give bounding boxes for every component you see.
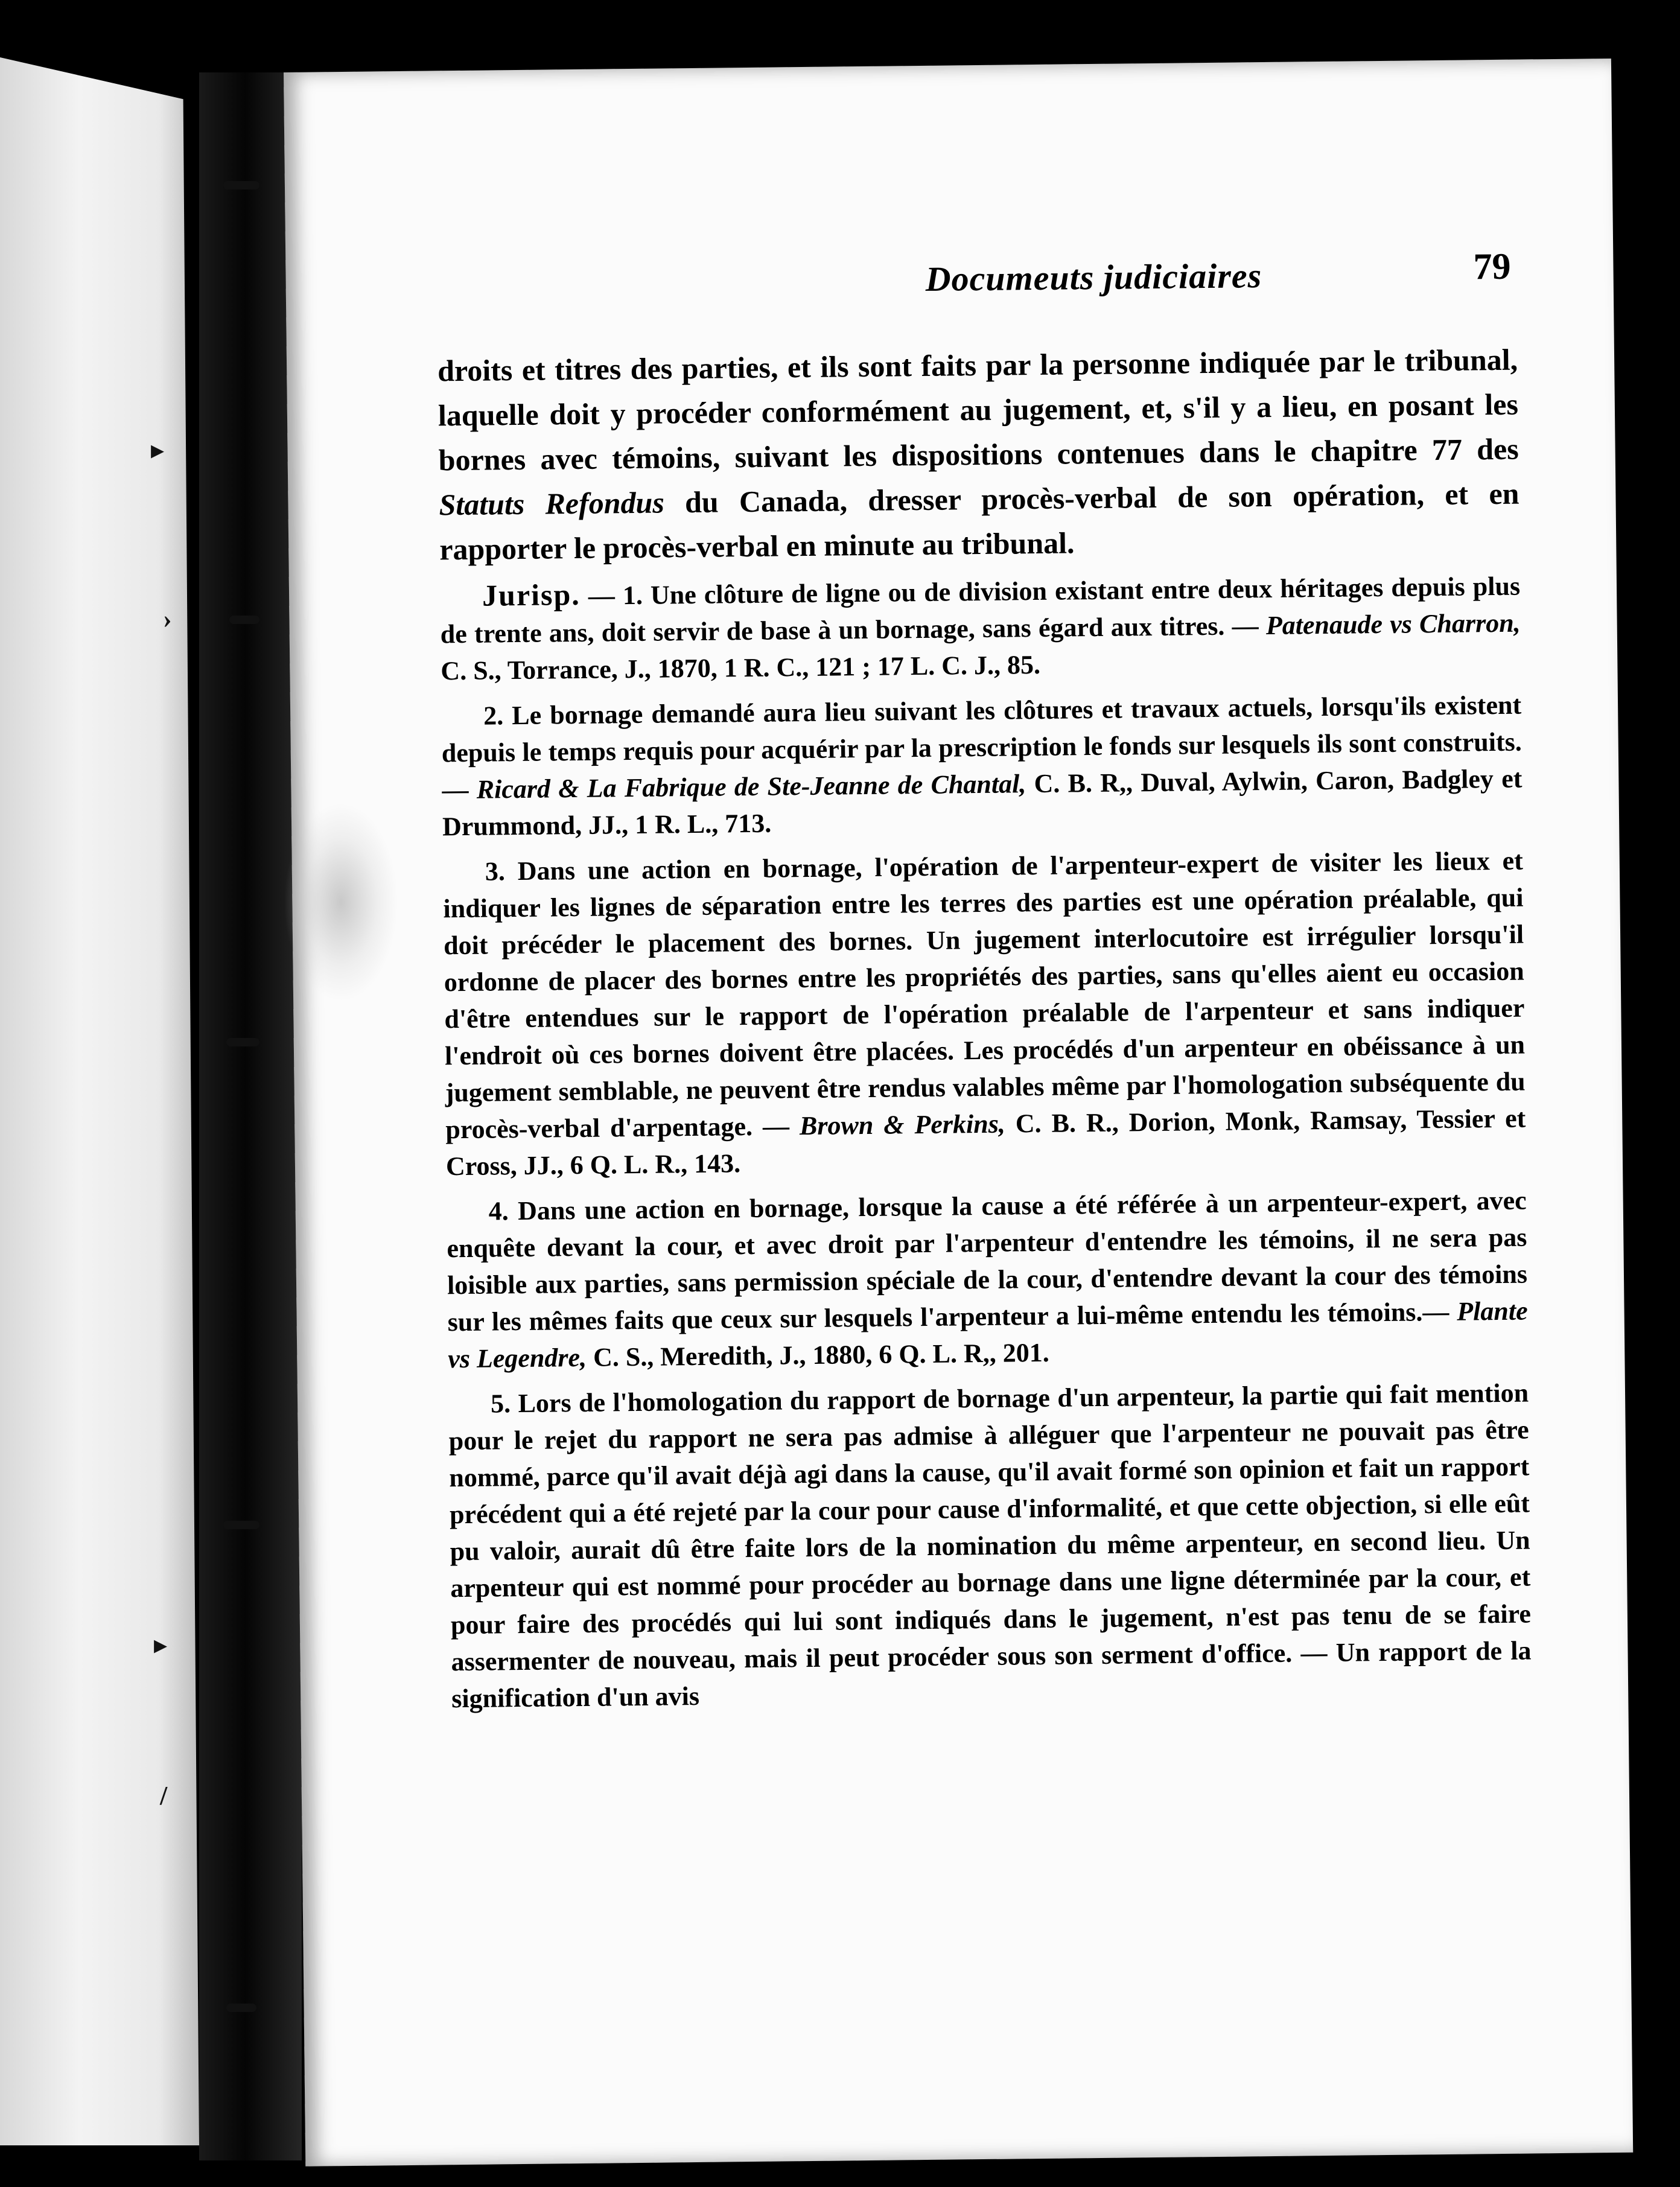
item-text: Dans une action en bornage, l'opération de l'arpenteur-expert de visiter les lieux et indiquer les lignes de séparation entre les terres des parties est une opération préalable, qui doit précéder le placement des bornes. Un jugement interlocutoire est irrégulier lorsqu'il ordonne de placer des bornes entre les propriétés des parties, sans qu'elles aient eu occasion d'être entendues sur le rapport de l'opération préalable de l'arpenteur et sans indiquer l'endroit où ces bornes doivent être placées. Les procédés d'un arpenteur en obéissance à un jugement semblable, ne peuvent être rendus valables même par l'homologation subséquente du procès-verbal d'arpentage. — <box>443 845 1526 1145</box>
page-number: 79 <box>1473 246 1511 288</box>
item-text: Le bornage demandé aura lieu suivant les clôtures et travaux actuels, lorsqu'ils existent depuis le temps requis pour acquérir par la prescription le fonds sur lesquels ils sont construits. — <box>441 690 1522 805</box>
margin-mark: ▸ <box>154 1630 168 1660</box>
jurisprudence-item-5 <box>448 1375 1532 1717</box>
page-body <box>438 337 1532 1726</box>
case-name: Patenaude vs Charron, <box>1265 608 1521 641</box>
jurisprudence-item-3 <box>443 842 1527 1185</box>
jurisprudence-item-1 <box>440 567 1521 690</box>
jurisprudence-item-2 <box>441 687 1522 845</box>
binding-thread <box>229 616 259 624</box>
case-name: Plante vs Legendre, <box>448 1296 1528 1374</box>
intro-paragraph <box>438 337 1520 572</box>
item-text: Une clôture de ligne ou de division existant entre deux héritages depuis plus de trente ans, doit servir de base à un bornage, sans égard aux titres. — <box>440 571 1521 649</box>
paper-stain <box>284 803 398 1002</box>
margin-mark: › <box>163 604 172 634</box>
item-number: — 1. <box>588 580 643 611</box>
item-text: Dans une action en bornage, lorsque la cause a été référée à un arpenteur-expert, avec enquête devant la cour, et avec droit par l'arpenteur d'entendre les témoins, il ne sera pas loisible aux parties, sans permission spéciale de la cour, d'entendre devant la cour des témoins sur les mêmes faits que ceux sur lesquels l'arpenteur a lui-même entendu les témoins.— <box>447 1185 1528 1337</box>
binding-thread <box>226 2004 256 2012</box>
intro-text: droits et titres des parties, et ils sont faits par la personne indiquée par le tribunal, laquelle doit y procéder conformément au jugement, et, s'il y a lieu, en posant les bornes avec témoins, suivant les dispositions contenues dans le chapitre 77 des <box>437 342 1519 477</box>
case-citation: C. S., Torrance, J., 1870, 1 R. C., 121 ; 17 L. C. J., 85. <box>441 649 1041 686</box>
item-number: 4. <box>488 1196 509 1226</box>
margin-mark: ▸ <box>151 435 165 465</box>
case-name: Ricard & La Fabrique de Ste-Jeanne de Chantal, <box>476 769 1026 804</box>
case-name: Brown & Perkins, <box>799 1109 1006 1141</box>
item-number: 5. <box>490 1389 511 1419</box>
case-citation: C. S., Meredith, J., 1880, 6 Q. L. R,, 201. <box>586 1337 1049 1372</box>
intro-emphasis: Statuts Refondus <box>439 485 665 522</box>
binding-thread <box>223 1521 259 1529</box>
jurisprudence-label: Jurisp. <box>482 577 581 613</box>
previous-page-edge <box>0 57 199 2145</box>
item-text: Lors de l'homologation du rapport de bornage d'un arpenteur, la partie qui fait mention pour le rejet du rapport ne sera pas admise à alléguer que l'arpenteur ne pouvait pas être nommé, parce qu'il avait déjà agi dans la cause, qu'il avait formé son opinion et fait un rapport précédent qui a été rejeté par la cour pour cause d'informalité, et que cette objection, si elle eût pu valoir, aurait dû être faite lors de la nomination du même arpenteur, en second lieu. Un arpenteur qui est nommé pour procéder au bornage dans une ligne déterminée par la cour, et pour faire des procédés qui lui sont indiqués dans le jugement, n'est pas tenu de se faire assermenter de nouveau, mais il peut procéder sous son serment d'office. — Un rapport de la signification d'un avis <box>448 1378 1532 1714</box>
book-page <box>284 59 1633 2166</box>
jurisprudence-item-4 <box>446 1182 1528 1378</box>
running-head <box>436 246 1511 319</box>
case-citation: C. B. R., Dorion, Monk, Ramsay, Tessier et Cross, JJ., 6 Q. L. R., 143. <box>445 1103 1526 1182</box>
case-citation: C. B. R,, Duval, Aylwin, Caron, Badgley et Drummond, JJ., 1 R. L., 713. <box>442 763 1522 842</box>
binding-thread <box>223 181 259 189</box>
item-number: 2. <box>483 701 504 731</box>
page-header-title: Documeuts judiciaires <box>925 256 1262 299</box>
item-number: 3. <box>485 856 506 887</box>
binding-thread <box>226 1038 259 1046</box>
intro-text: du Canada, dresser procès-verbal de son opération, et en rapporter le procès-verbal en minute au tribunal. <box>439 476 1519 567</box>
margin-mark: / <box>160 1781 168 1810</box>
